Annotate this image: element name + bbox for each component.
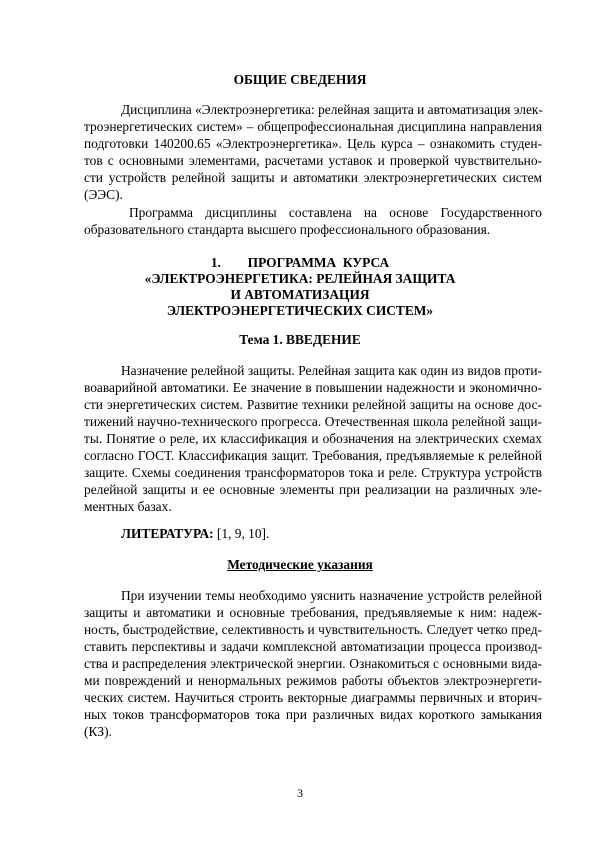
course-title-line: ЭЛЕКТРОЭНЕРГЕТИЧЕСКИХ СИСТЕМ» xyxy=(166,303,434,318)
topic-paragraph-line: релейной защиты и ее основные элементы при реализации на различных эле- xyxy=(84,482,542,497)
intro-paragraph-line: тов с основными элементами, расчетами уставок и проверкой чувствительно- xyxy=(84,153,542,168)
guidelines-paragraph-line: ность, быстродействие, селективность и чувствительность. Следует четко пред- xyxy=(84,622,542,637)
guidelines-paragraph-line: (КЗ). xyxy=(84,724,112,739)
topic-paragraph-line: согласно ГОСТ. Классификация защит. Требования, предъявляемые к релейной xyxy=(84,448,542,463)
intro-paragraph-line: подготовки 140200.65 «Электроэнергетика». Цель курса – ознакомить студен- xyxy=(84,136,542,151)
topic-heading: Тема 1. ВВЕДЕНИЕ xyxy=(239,332,361,347)
page-number: 3 xyxy=(297,786,303,800)
topic-paragraph-line: ты. Понятие о реле, их классификация и обозначения на электрических схемах xyxy=(84,431,542,446)
intro-paragraph-line: сти устройств релейной защиты и автоматики электроэнергетических систем xyxy=(84,170,542,185)
guidelines-paragraph-line: защиты и автоматики и основные требования, предъявляемые к ним: надеж- xyxy=(84,605,542,620)
section-heading: ОБЩИЕ СВЕДЕНИЯ xyxy=(233,72,367,87)
guidelines-paragraph-line: ставить перспективы и задачи комплексной автоматизации процесса производ- xyxy=(84,639,542,654)
literature-line xyxy=(121,525,542,542)
topic-paragraph-line: ментных базах. xyxy=(84,499,172,514)
guidelines-paragraph-line: ства и распределения электрической энергии. Ознакомиться с основными вида- xyxy=(84,656,542,671)
intro-paragraph-line: (ЭЭС). xyxy=(84,187,123,202)
topic-paragraph-line: Назначение релейной защиты. Релейная защита как один из видов проти- xyxy=(121,363,542,378)
guidelines-paragraph-line: ми повреждений и ненормальных режимов работы объектов электроэнергети- xyxy=(84,673,542,688)
course-title-line: И АВТОМАТИЗАЦИЯ xyxy=(230,287,370,302)
intro-paragraph-line: Дисциплина «Электроэнергетика: релейная защита и автоматизация элек- xyxy=(121,102,543,117)
program-paragraph-line: Программа дисциплины составлена на основе Государственного xyxy=(129,205,542,220)
literature-refs: [1, 9, 10]. xyxy=(213,526,270,541)
guidelines-paragraph-line: ческих систем. Научиться строить векторные диаграммы первичных и вторич- xyxy=(84,690,542,705)
topic-paragraph-line: воаварийной автоматики. Ее значение в повышении надежности и экономично- xyxy=(84,380,542,395)
course-title-line: «ЭЛЕКТРОЭНЕРГЕТИКА: РЕЛЕЙНАЯ ЗАЩИТА xyxy=(144,271,456,286)
course-title-number-line: 1. ПРОГРАММА КУРСА xyxy=(210,255,390,270)
topic-paragraph-line: тижений научно-технического прогресса. Отечественная школа релейной защи- xyxy=(84,414,542,429)
program-paragraph-line: образовательного стандарта высшего профессионального образования. xyxy=(84,222,491,237)
guidelines-paragraph-line: ных токов трансформаторов тока при различных видах короткого замыкания xyxy=(84,707,542,722)
intro-paragraph-line: троэнергетических систем» – общепрофессиональная дисциплина направления xyxy=(84,119,542,134)
literature-label: ЛИТЕРАТУРА: xyxy=(121,526,214,541)
guidelines-paragraph-line: При изучении темы необходимо уяснить назначение устройств релейной xyxy=(121,588,542,603)
course-title-line xyxy=(0,254,600,271)
guidelines-heading: Методические указания xyxy=(227,557,373,572)
topic-paragraph-line: защите. Схемы соединения трансформаторов тока и реле. Структура устройств xyxy=(84,465,542,480)
topic-paragraph-line: сти энергетических систем. Развитие техники релейной защиты на основе дос- xyxy=(84,397,542,412)
